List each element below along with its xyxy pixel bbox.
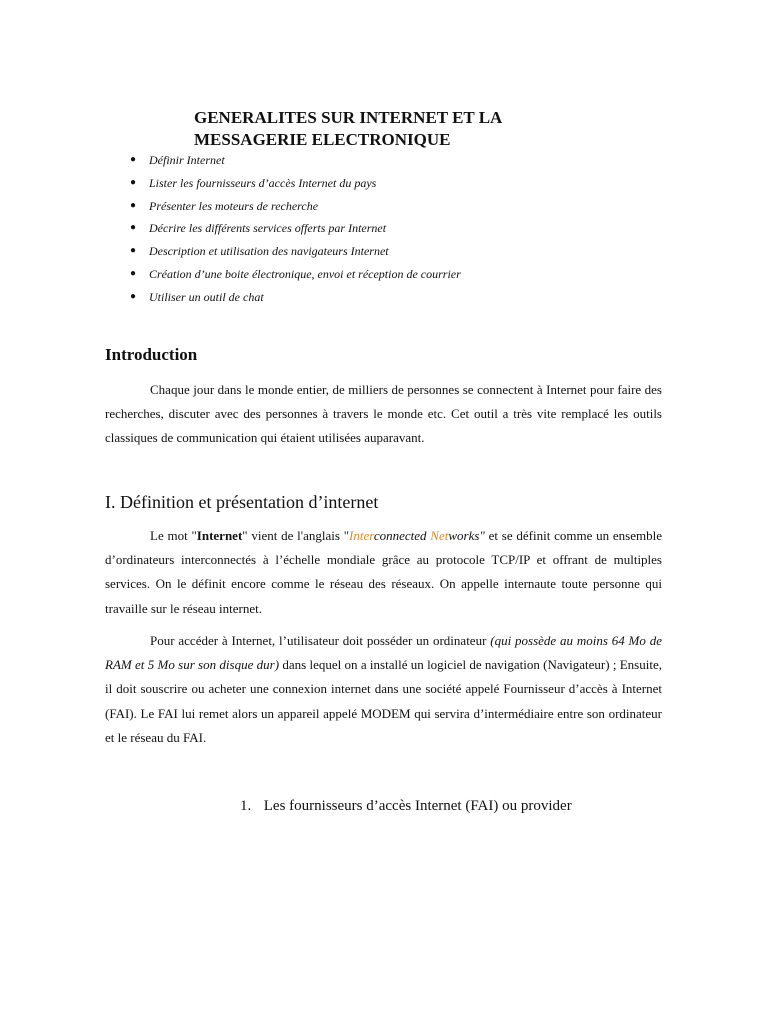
works-text: works" (448, 528, 485, 543)
internet-term: Internet (196, 528, 243, 543)
objective-text: Utiliser un outil de chat (149, 289, 264, 304)
access-text-1: Pour accéder à Internet, l’utilisateur doit posséder un ordinateur (150, 633, 491, 648)
objective-text: Présenter les moteurs de recherche (149, 198, 319, 213)
inter-highlight: Inter (349, 528, 374, 543)
bullet-icon: ● (130, 154, 137, 165)
connected-text: connected (373, 528, 431, 543)
access-text-2: dans lequel on a installé un logiciel de navigation (Navigateur) ; Ensuite, il doit souscrire ou acheter une connexion internet dans une société appelé Fournisseur d’accès à Internet (FAI). Le FAI lui remet alors un appareil appelé MODEM qui servira d’intermédiaire entre son ordinateur et le réseau du FAI. (105, 657, 662, 745)
bullet-icon: ● (130, 267, 137, 279)
definition-text-2: " vient de l'anglais " (242, 528, 350, 543)
access-paragraph (105, 629, 662, 750)
objective-text: Décrire les différents services offerts par Internet (149, 221, 387, 236)
definition-paragraph (105, 524, 662, 621)
net-highlight: Net (430, 528, 449, 543)
objective-item (130, 287, 461, 310)
subsection-1-heading (240, 795, 572, 817)
objective-item (130, 173, 461, 196)
document-title (194, 107, 614, 151)
introduction-paragraph: Chaque jour dans le monde entier, de milliers de personnes se connectent à Internet pour faire des recherches, discuter avec des personnes à travers le monde etc. Cet outil a très vite remplacé les outils classiques de communication qui étaient utilisées auparavant. (105, 382, 662, 446)
objective-item (130, 196, 461, 219)
bullet-icon: ● (130, 176, 137, 188)
objective-text: Création d’une boite électronique, envoi et réception de courrier (149, 266, 461, 281)
subsection-number: 1. (240, 798, 252, 814)
bullet-icon: ● (130, 245, 137, 257)
definition-text-1: Le mot " (150, 528, 197, 543)
bullet-icon: ● (130, 199, 137, 211)
bullet-icon: ● (130, 222, 137, 234)
title-line-1: GENERALITES SUR INTERNET ET LA (194, 108, 503, 127)
section-1-heading: I. Définition et présentation d’internet (105, 492, 379, 512)
objective-item (130, 150, 461, 173)
title-line-2: MESSAGERIE ELECTRONIQUE (194, 130, 451, 149)
objectives-list (130, 150, 461, 310)
introduction-heading: Introduction (105, 345, 198, 364)
objective-item (130, 218, 461, 241)
subsection-title: Les fournisseurs d’accès Internet (FAI) ou provider (263, 798, 572, 814)
objective-item (130, 241, 461, 264)
objective-text: Définir Internet (149, 153, 225, 167)
objective-text: Lister les fournisseurs d’accès Internet du pays (149, 175, 377, 190)
etymology-term (349, 528, 485, 543)
requirements-text: (qui possède au moins 64 Mo de RAM et 5 Mo sur son disque dur) (105, 633, 662, 673)
objective-text: Description et utilisation des navigateurs Internet (149, 244, 389, 259)
definition-text-3: et se définit comme un ensemble d’ordinateurs interconnectés à l’échelle mondiale grâce au protocole TCP/IP et offrant de multiples services. On le définit encore comme le réseau des réseaux. On appelle internaute toute personne qui travaille sur le réseau internet. (105, 528, 662, 616)
bullet-icon: ● (130, 290, 137, 302)
objective-item (130, 264, 461, 287)
